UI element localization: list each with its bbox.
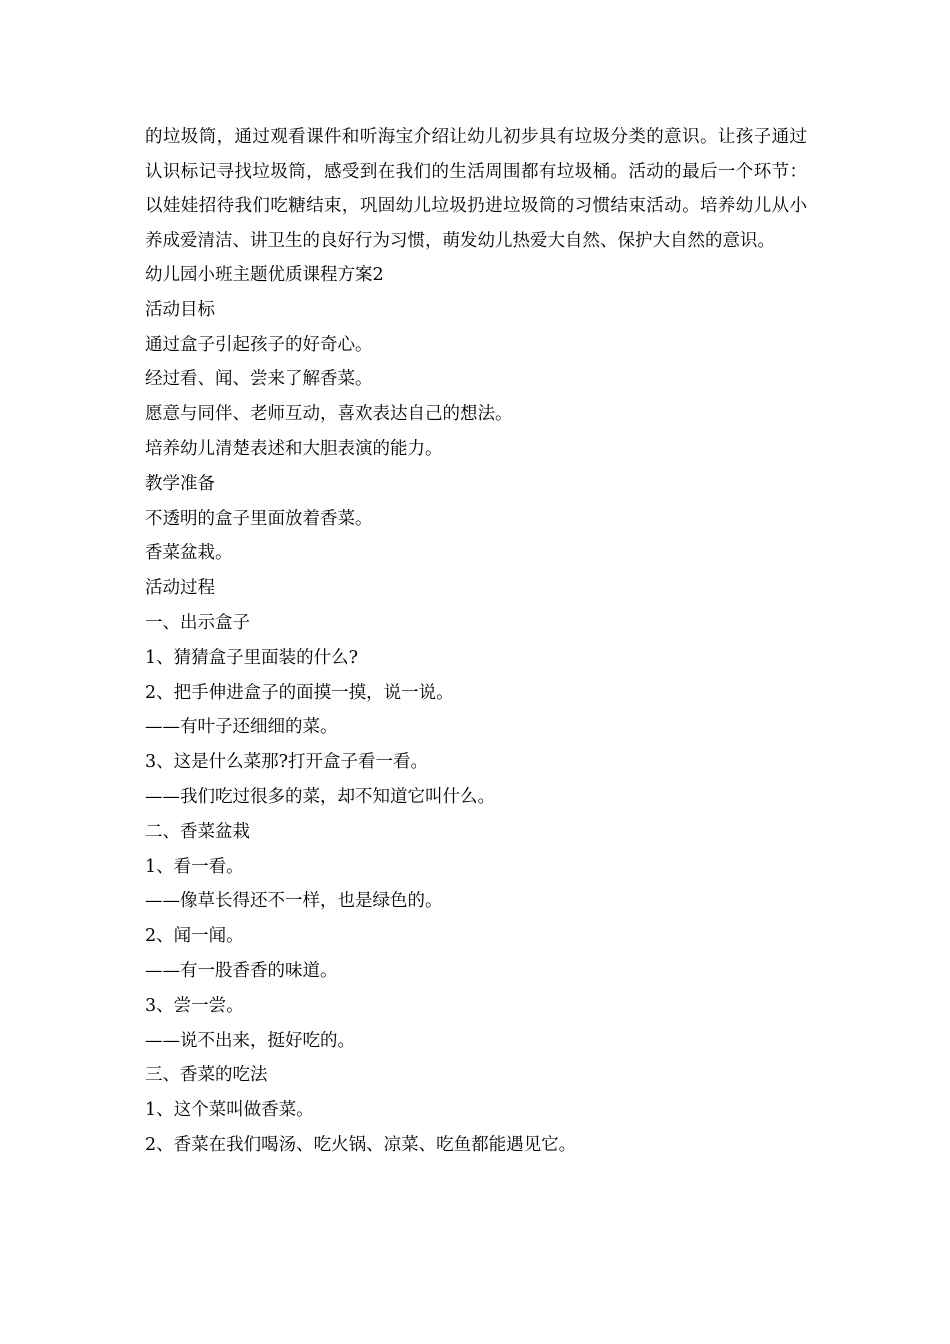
text-line: 3、这是什么菜那?打开盒子看一看。	[145, 752, 429, 773]
text-line: ——说不出来，挺好吃的。	[145, 1030, 355, 1051]
text-line: 香菜盆栽。	[145, 543, 233, 564]
text-line: 培养幼儿清楚表述和大胆表演的能力。	[145, 438, 443, 459]
text-line: 不透明的盒子里面放着香菜。	[145, 508, 373, 529]
text-line: 2、把手伸进盒子的面摸一摸，说一说。	[145, 682, 454, 703]
subheading: 一、出示盒子	[145, 612, 250, 633]
text-line: 1、这个菜叫做香菜。	[145, 1100, 314, 1121]
text-line: 经过看、闻、尝来了解香菜。	[145, 369, 373, 390]
section-title: 幼儿园小班主题优质课程方案2	[145, 265, 384, 285]
text-line: 愿意与同伴、老师互动，喜欢表达自己的想法。	[145, 404, 513, 425]
text-lines	[145, 258, 807, 1163]
subheading: 二、香菜盆栽	[145, 821, 250, 842]
text-line: 3、尝一尝。	[145, 995, 244, 1016]
text-line: ——像草长得还不一样，也是绿色的。	[145, 891, 443, 912]
text-line: 2、香菜在我们喝汤、吃火锅、凉菜、吃鱼都能遇见它。	[145, 1134, 577, 1155]
heading-goals: 活动目标	[145, 299, 215, 320]
text-line: 2、闻一闻。	[145, 926, 244, 947]
intro-paragraph: 的垃圾筒，通过观看课件和听海宝介绍让幼儿初步具有垃圾分类的意识。让孩子通过认识标记寻找垃圾筒，感受到在我们的生活周围都有垃圾桶。活动的最后一个环节：以娃娃招待我们吃糖结束，巩固幼儿垃圾扔进垃圾筒的习惯结束活动。培养幼儿从小养成爱清洁、讲卫生的良好行为习惯，萌发幼儿热爱大自然、保护大自然的意识。	[145, 127, 807, 251]
heading-preparation: 教学准备	[145, 473, 215, 494]
text-line: ——我们吃过很多的菜，却不知道它叫什么。	[145, 786, 495, 807]
text-line: 通过盒子引起孩子的好奇心。	[145, 334, 373, 355]
text-line: 1、看一看。	[145, 856, 244, 877]
subheading: 三、香菜的吃法	[145, 1065, 268, 1086]
text-line: ——有一股香香的味道。	[145, 960, 338, 981]
text-line: ——有叶子还细细的菜。	[145, 717, 338, 738]
heading-process: 活动过程	[145, 578, 215, 599]
document-page	[145, 120, 807, 1163]
text-line: 1、猜猜盒子里面装的什么?	[145, 647, 359, 668]
